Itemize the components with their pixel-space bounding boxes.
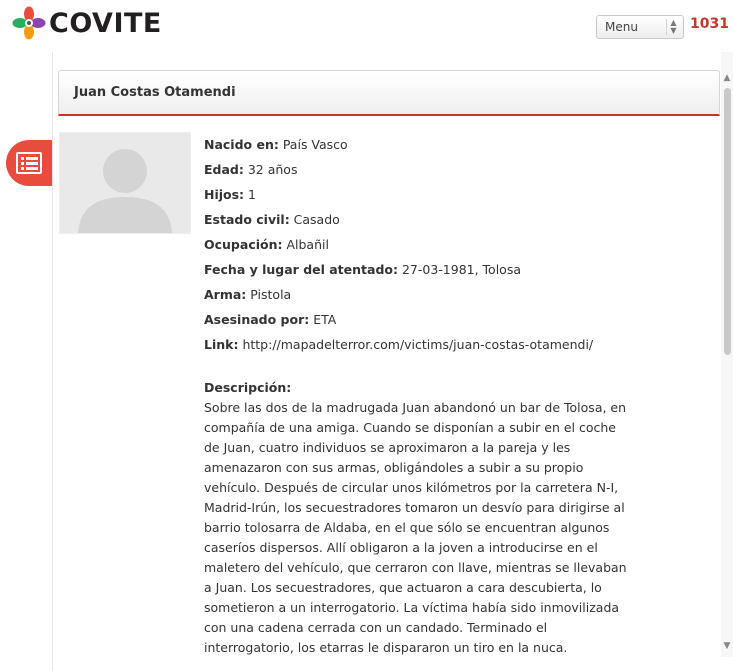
scroll-up-arrow-icon[interactable]: ▲ [723,73,731,83]
list-icon [16,152,42,174]
victim-info-list [204,132,644,357]
field-children: Hijos: 1 [204,187,256,202]
field-link: Link: http://mapadelterror.com/victims/juan-costas-otamendi/ [204,337,594,352]
field-weapon: Arma: Pistola [204,287,292,302]
up-down-arrows-icon: ▲ ▼ [666,19,680,35]
victim-counter: 1031 [690,16,729,32]
victim-photo-placeholder [59,132,191,234]
field-marital-status: Estado civil: Casado [204,212,340,227]
person-silhouette-icon [60,133,190,233]
menu-select-label: Menu [605,20,638,34]
menu-select[interactable] [596,15,684,39]
victim-link[interactable]: http://mapadelterror.com/victims/juan-costas-otamendi/ [238,337,594,352]
field-occupation: Ocupación: Albañil [204,237,329,252]
victim-name-title: Juan Costas Otamendi [74,85,236,100]
logo-text: COVITE [49,7,162,39]
field-age: Edad: 32 años [204,162,298,177]
description-text: Sobre las dos de la madrugada Juan abandonó un bar de Tolosa, en compañía de una amiga. Cuando se disponían a subir en el coche de Juan, cuatro individuos se aproximaron a la pareja y les amenazaron con sus armas, obligándoles a subir a su propio vehículo. Después de circular unos kilómetros por la carretera N-I, Madrid-Irún, los secuestradores tomaron un desvío para dirigirse al barrio tolosarra de Aldaba, en el que sólo se encuentran algunos caseríos dispersos. Allí obligaron a la joven a introducirse en el maletero del vehículo, que cerraron con llave, mientras se llevaban a Juan. Los secuestradores, que actuaron a cara descubierta, lo sometieron a un interrogatorio. La víctima había sido inmovilizada con una cadena cerrada con un candado. Terminado el interrogatorio, los etarras le dispararon un tiro en la nuca. [204,400,627,655]
scroll-down-arrow-icon[interactable]: ▼ [723,641,731,651]
panel-header [58,70,720,116]
covite-flower-logo-icon [12,6,46,40]
left-divider [52,52,53,671]
site-header [0,0,733,52]
field-attack-date-place: Fecha y lugar del atentado: 27-03-1981, Tolosa [204,262,522,277]
covite-logo[interactable] [12,6,162,40]
field-born-in: Nacido en: País Vasco [204,137,348,152]
description-label: Descripción: [204,380,292,395]
description-block [204,378,634,658]
field-killed-by: Asesinado por: ETA [204,312,337,327]
scrollbar-thumb[interactable] [724,88,731,355]
side-list-tab[interactable] [6,140,52,186]
